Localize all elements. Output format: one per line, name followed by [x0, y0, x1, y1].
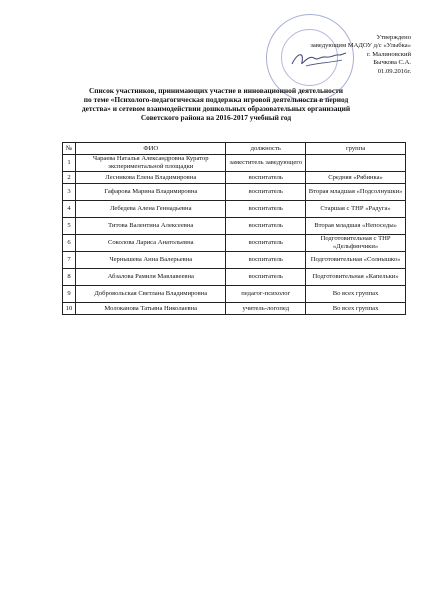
row-num: 3 [63, 184, 76, 201]
table-row [63, 269, 406, 286]
row-group: Во всех группах [306, 303, 406, 315]
row-group: Вторая младшая «Подсолнушки» [306, 184, 406, 201]
row-name: Чараева Наталья Александровна Куратор экспериментальной площадки [76, 155, 226, 172]
header-group: группа [306, 143, 406, 155]
title-line: Советского района на 2016-2017 учебный год [140, 113, 292, 123]
row-num: 2 [63, 172, 76, 184]
row-name: Добровольская Светлана Владимировна [76, 286, 226, 303]
approval-line: заведующим МАДОУ д/с «Улыбка» [310, 42, 411, 50]
title-line: Список участников, принимающих участие в инновационной деятельности [88, 86, 344, 95]
row-name: Лебедева Алена Геннадьевна [76, 201, 226, 218]
row-group: Во всех группах [306, 286, 406, 303]
table-row [63, 235, 406, 252]
row-position: воспитатель [226, 235, 306, 252]
title-line: детства» и сетевом взаимодействии дошкольных образовательных организаций [81, 104, 351, 114]
row-num: 7 [63, 252, 76, 269]
row-name: Молоканова Татьяна Николаевна [76, 303, 226, 315]
row-name: Чернышева Анна Валерьевна [76, 252, 226, 269]
row-name: Соколова Лариса Анатольевна [76, 235, 226, 252]
title-line: по теме «Психолого-педагогическая поддержка игровой деятельности в период [83, 95, 349, 105]
header-name: ФИО [76, 143, 226, 155]
row-group: Подготовительная с ТНР «Дельфинчики» [306, 235, 406, 252]
row-position: педагог-психолог [226, 286, 306, 303]
header-num: № [63, 143, 76, 155]
row-position: воспитатель [226, 201, 306, 218]
row-position: воспитатель [226, 269, 306, 286]
table-row [63, 252, 406, 269]
row-group [306, 155, 406, 172]
table-row [63, 184, 406, 201]
row-num: 4 [63, 201, 76, 218]
row-group: Подготовительная «Солнышко» [306, 252, 406, 269]
row-group: Подготовительная «Капельки» [306, 269, 406, 286]
table-row [63, 286, 406, 303]
row-name: Лесникова Елена Владимировна [76, 172, 226, 184]
row-num: 8 [63, 269, 76, 286]
table-header-row [63, 143, 406, 155]
row-position: учитель-логопед [226, 303, 306, 315]
table-row [63, 303, 406, 315]
row-num: 1 [63, 155, 76, 172]
row-num: 5 [63, 218, 76, 235]
row-num: 10 [63, 303, 76, 315]
row-name: Гафарова Марина Владимировна [76, 184, 226, 201]
row-position: заместитель заведующего [226, 155, 306, 172]
row-num: 6 [63, 235, 76, 252]
row-num: 9 [63, 286, 76, 303]
approval-line: 01.09.2016г. [377, 67, 411, 75]
row-group: Вторая младшая «Непоседы» [306, 218, 406, 235]
table-row [63, 201, 406, 218]
row-group: Старшая с ТНР «Радуга» [306, 201, 406, 218]
row-name: Титова Валентина Алексеевна [76, 218, 226, 235]
row-position: воспитатель [226, 218, 306, 235]
document-title [38, 86, 394, 122]
approval-line: Утверждено [376, 34, 411, 41]
row-position: воспитатель [226, 184, 306, 201]
row-position: воспитатель [226, 252, 306, 269]
participants-table [62, 142, 406, 315]
table-row [63, 172, 406, 184]
row-name: Абзалова Рамиля Мавлавеевна [76, 269, 226, 286]
table-row [63, 155, 406, 172]
approval-line: г. Малиновский [366, 50, 411, 58]
row-group: Средняя «Рябинка» [306, 172, 406, 184]
header-position: должность [226, 143, 306, 155]
table-row [63, 218, 406, 235]
approval-line: Бычкова С.А. [373, 59, 411, 67]
row-position: воспитатель [226, 172, 306, 184]
approval-block [271, 34, 411, 76]
